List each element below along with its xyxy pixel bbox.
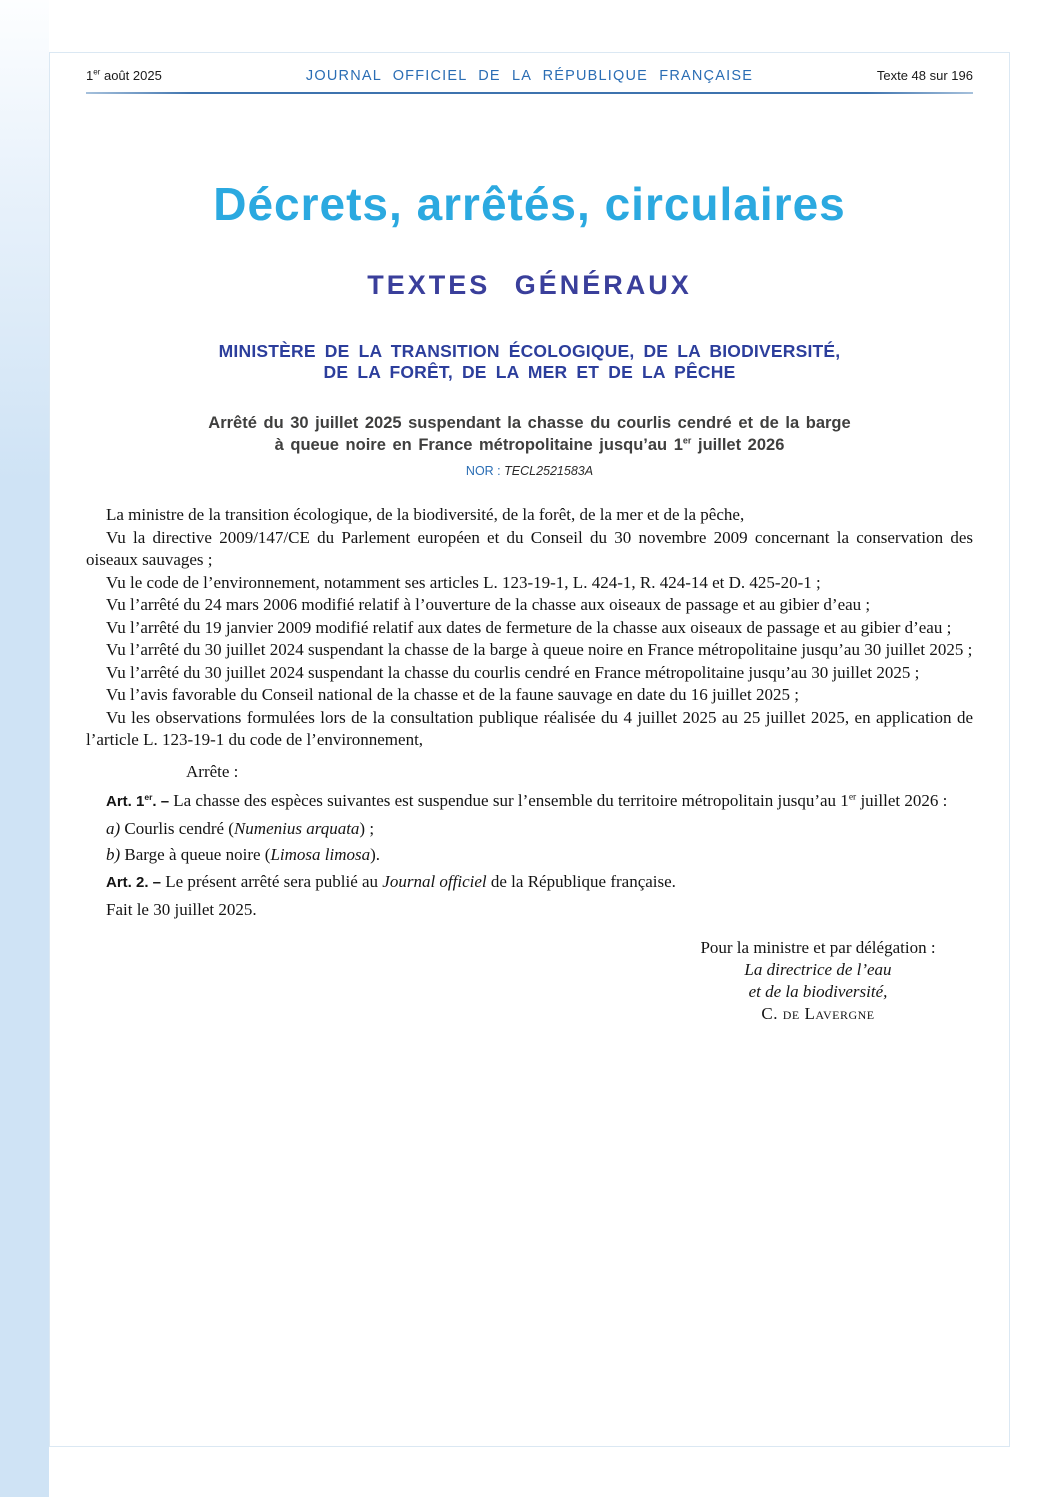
species-item-a-text: Courlis cendré ( — [120, 818, 234, 838]
article-1-text-post: juillet 2026 : — [856, 791, 948, 810]
species-item-b — [86, 844, 973, 867]
issue-date-number: 1 — [86, 68, 94, 83]
decree-title-line1: Arrêté du 30 juillet 2025 suspendant la chasse du courlis cendré et de la barge — [208, 414, 851, 432]
signature-delegation: Pour la ministre et par délégation : — [700, 937, 936, 957]
issue-date — [86, 68, 256, 83]
vu-paragraph: Vu l’arrêté du 24 mars 2006 modifié relatif à l’ouverture de la chasse aux oiseaux de passage et au gibier d’eau ; — [106, 595, 871, 614]
decree-title — [50, 412, 1009, 456]
ministry-heading — [50, 341, 1009, 383]
vu-paragraph: Vu l’arrêté du 19 janvier 2009 modifié relatif aux dates de fermeture de la chasse aux oiseaux de passage et au gibier d’eau ; — [106, 617, 952, 637]
article-2-text-pre: Le présent arrêté sera publié au — [165, 871, 383, 891]
document-page — [49, 52, 1010, 1447]
signature-name: C. de Lavergne — [761, 1003, 875, 1023]
article-2 — [86, 871, 973, 895]
species-item-a — [86, 818, 973, 841]
journal-title: JOURNAL OFFICIEL DE LA RÉPUBLIQUE FRANÇAISE — [305, 68, 754, 84]
decree-title-line2 — [50, 434, 1009, 456]
vu-paragraph: Vu l’arrêté du 30 juillet 2024 suspendant la chasse de la barge à queue noire en France métropolitaine jusqu’au 30 juillet 2025 ; — [106, 640, 973, 659]
header-rule — [86, 92, 973, 94]
species-item-b-latin-name: Limosa limosa — [270, 845, 371, 864]
texte-reference: Texte 48 sur 196 — [876, 68, 973, 83]
species-item-a-latin-name: Numenius arquata — [233, 818, 360, 838]
article-1-label — [106, 793, 173, 810]
article-1-label-pre: Art. 1 — [106, 793, 145, 810]
issue-date-rest: août 2025 — [100, 68, 162, 83]
decree-title-ordinal: er — [682, 435, 692, 446]
article-1 — [86, 790, 973, 814]
ministry-heading-line2: DE LA FORÊT, DE LA MER ET DE LA PÊCHE — [323, 362, 736, 382]
species-item-b-end: ). — [370, 845, 381, 864]
decree-body — [50, 504, 1009, 922]
nor-label: NOR : — [465, 464, 505, 478]
vu-paragraph: Vu l’avis favorable du Conseil national de la chasse et de la faune sauvage en date du 16 juillet 2025 ; — [106, 685, 799, 704]
intro-paragraph: La ministre de la transition écologique, de la biodiversité, de la forêt, de la mer et de la pêche, — [106, 505, 745, 524]
article-1-text-pre: La chasse des espèces suivantes est suspendue sur l’ensemble du territoire métropolitain jusqu’au 1 — [173, 791, 849, 810]
nor-value: TECL2521583A — [504, 464, 594, 478]
article-1-text-ordinal: er — [848, 792, 857, 803]
vu-paragraph: Vu l’arrêté du 30 juillet 2024 suspendant la chasse du courlis cendré en France métropolitaine jusqu’au 30 juillet 2025 ; — [106, 662, 920, 682]
article-1-label-ordinal: er — [144, 792, 153, 802]
vu-paragraph: Vu la directive 2009/147/CE du Parlement européen et du Conseil du 30 novembre 2009 concernant la conservation des oiseaux sauvages ; — [86, 527, 973, 569]
species-item-a-label: a) — [106, 818, 121, 838]
article-2-journal-officiel: Journal officiel — [382, 871, 487, 891]
section-subtitle: TEXTES GÉNÉRAUX — [367, 270, 692, 300]
issue-date-ordinal: er — [93, 67, 101, 77]
viewer-background-strip — [0, 0, 49, 1497]
article-1-label-end: . – — [152, 793, 174, 810]
article-2-label: Art. 2. – — [106, 873, 166, 891]
vu-paragraph: Vu le code de l’environnement, notamment ses articles L. 123-19-1, L. 424-1, R. 424-14 et D. 425-20-1 ; — [106, 572, 821, 592]
decree-title-line2-post: juillet 2026 — [691, 436, 785, 454]
signature-role-line1: La directrice de l’eau — [744, 959, 892, 979]
species-item-b-label: b) — [106, 845, 121, 864]
decree-title-line2-pre: à queue noire en France métropolitaine jusqu’au 1 — [274, 436, 683, 454]
section-main-title: Décrets, arrêtés, circulaires — [213, 178, 846, 230]
signature-block — [663, 937, 973, 1025]
arrete-lead-in: Arrête : — [186, 761, 239, 781]
vu-paragraph: Vu les observations formulées lors de la consultation publique réalisée du 4 juillet 2025 au 25 juillet 2025, en application de l’article L. 123-19-1 du code de l’environnement, — [86, 707, 973, 749]
fait-line: Fait le 30 juillet 2025. — [106, 900, 257, 919]
signature-role-line2: et de la biodiversité, — [748, 981, 888, 1001]
nor-line — [50, 463, 1009, 480]
article-2-text-post: de la République française. — [486, 871, 676, 891]
page-header — [50, 53, 1009, 84]
ministry-heading-line1: MINISTÈRE DE LA TRANSITION ÉCOLOGIQUE, DE LA BIODIVERSITÉ, — [218, 341, 841, 361]
species-item-b-text: Barge à queue noire ( — [120, 845, 271, 864]
species-item-a-end: ) ; — [359, 818, 375, 838]
